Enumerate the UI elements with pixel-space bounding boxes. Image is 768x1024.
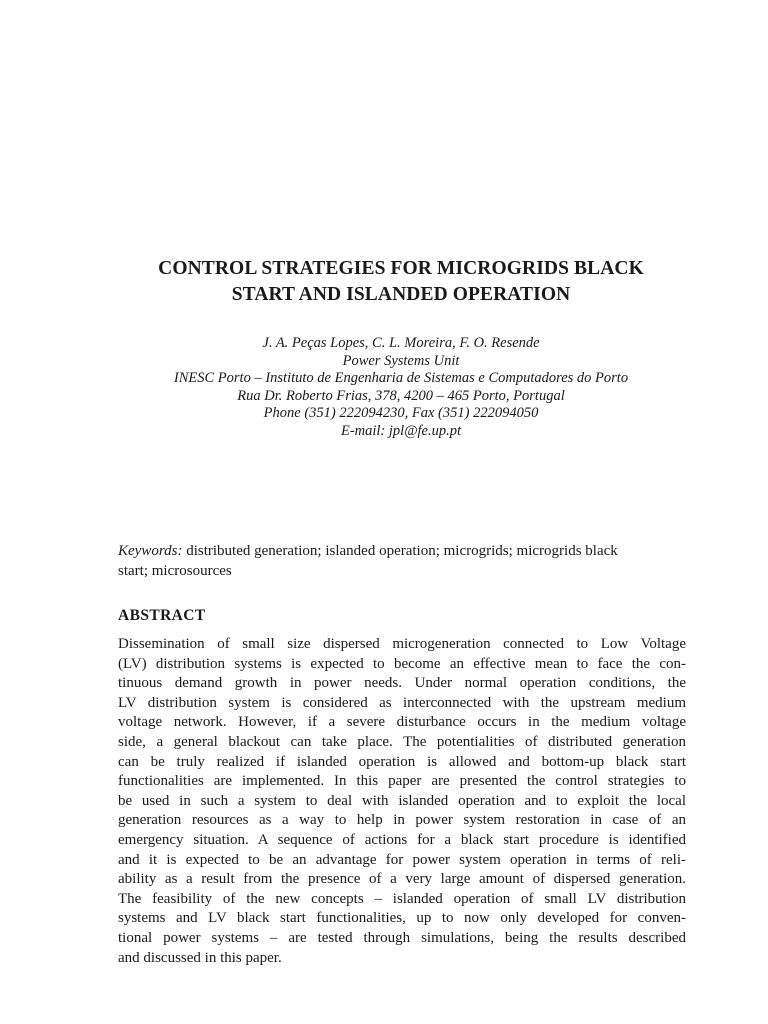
abstract-line: (LV) distribution systems is expected to become an effective mean to face the con- — [118, 655, 686, 672]
abstract-line: generation resources as a way to help in power system restoration in case of an — [118, 812, 686, 829]
keywords-section — [118, 541, 686, 581]
author-address: Rua Dr. Roberto Frias, 378, 4200 – 465 Porto, Portugal — [237, 387, 565, 404]
title-line-1: CONTROL STRATEGIES FOR MICROGRIDS BLACK — [158, 258, 644, 279]
abstract-line: tinuous demand growth in power needs. Under normal operation conditions, the — [118, 675, 686, 692]
abstract-line: Dissemination of small size dispersed microgeneration connected to Low Voltage — [118, 636, 686, 652]
author-names: J. A. Peças Lopes, C. L. Moreira, F. O. Resende — [262, 335, 540, 351]
abstract-line: side, a general blackout can take place. The potentialities of distributed generation — [118, 733, 686, 750]
paper-title — [60, 256, 742, 308]
keywords-text-line-1: distributed generation; islanded operation; microgrids; microgrids black — [182, 543, 618, 559]
abstract-line: and it is expected to be an advantage for power system operation in terms of reli- — [118, 851, 686, 868]
abstract-line: emergency situation. A sequence of actions for a black start procedure is identified — [118, 831, 686, 848]
abstract-body — [118, 635, 686, 968]
keywords-text-line-2: start; microsources — [118, 563, 232, 579]
abstract-heading: ABSTRACT — [118, 607, 206, 624]
abstract-line: The feasibility of the new concepts – islanded operation of small LV distribution — [118, 890, 686, 907]
abstract-line: tional power systems – are tested through simulations, being the results described — [118, 929, 686, 946]
author-institution: INESC Porto – Instituto de Engenharia de Sistemas e Computadores do Porto — [173, 370, 629, 387]
title-line-2: START AND ISLANDED OPERATION — [231, 284, 571, 305]
author-block — [60, 335, 742, 441]
author-unit: Power Systems Unit — [342, 352, 460, 369]
abstract-line: can be truly realized if islanded operation is allowed and bottom-up black start — [118, 753, 686, 770]
keywords-label: Keywords: — [118, 543, 183, 559]
abstract-line: functionalities are implemented. In this paper are presented the control strategies to — [118, 773, 686, 790]
abstract-line: voltage network. However, if a severe disturbance occurs in the medium voltage — [118, 714, 686, 731]
abstract-line: ability as a result from the presence of a very large amount of dispersed generation. — [118, 871, 686, 888]
author-phone-fax: Phone (351) 222094230, Fax (351) 222094050 — [263, 405, 539, 422]
abstract-line: be used in such a system to deal with islanded operation and to exploit the local — [118, 792, 686, 809]
author-email: E-mail: jpl@fe.up.pt — [340, 422, 462, 439]
abstract-line: LV distribution system is considered as interconnected with the upstream medium — [118, 694, 686, 711]
abstract-line: and discussed in this paper. — [118, 949, 282, 966]
abstract-line: systems and LV black start functionalities, up to now only developed for conven- — [118, 910, 686, 927]
